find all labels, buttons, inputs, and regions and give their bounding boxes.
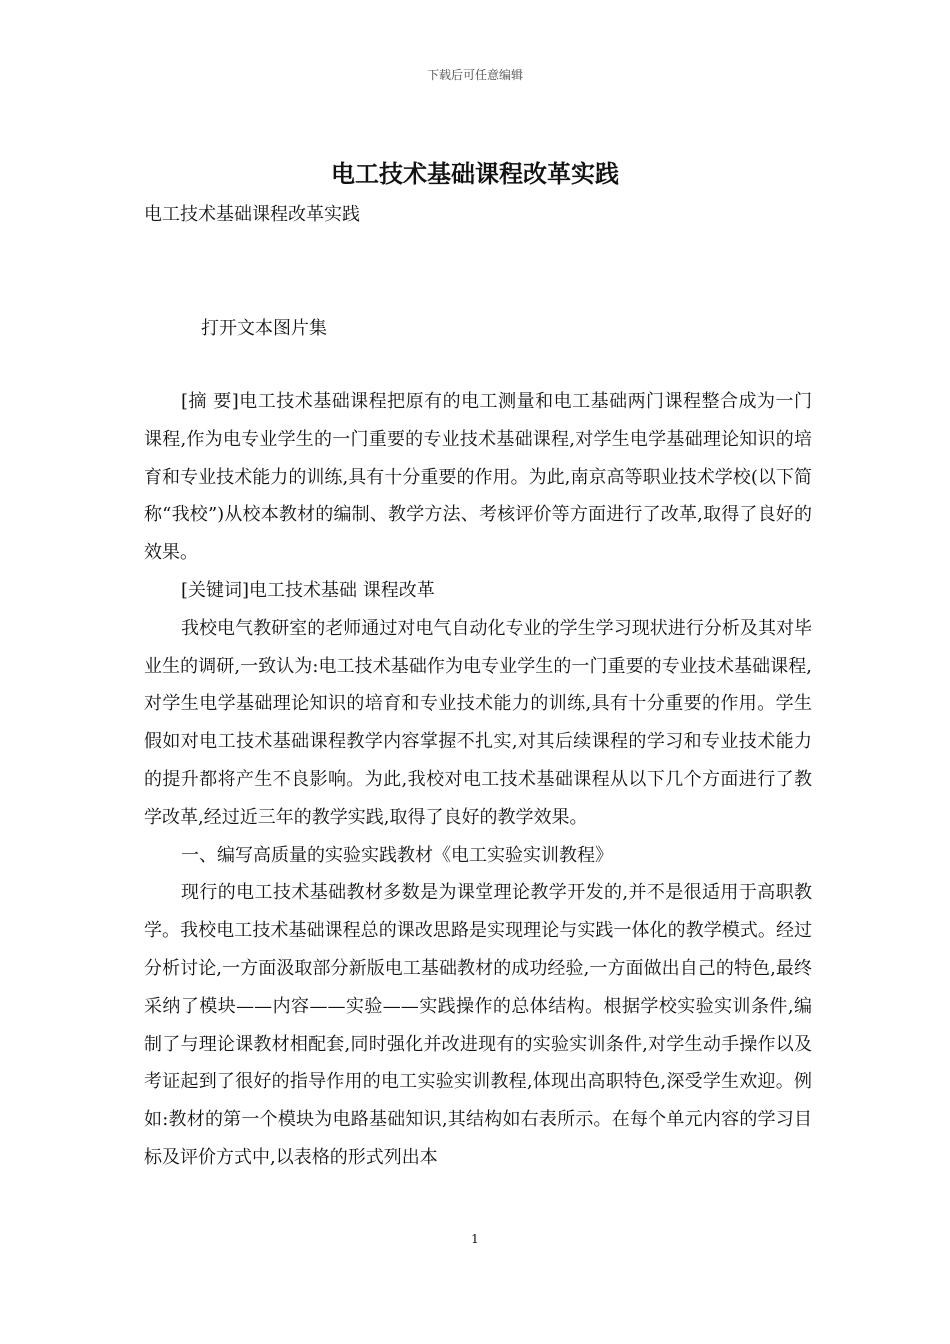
- intro-paragraph: 我校电气教研室的老师通过对电气自动化专业的学生学习现状进行分析及其对毕业生的调研,一致认为:电工技术基础作为电专业学生的一门重要的专业技术基础课程,对学生电学基础理论知识的培育和专业技术能力的训练,具有十分重要的作用。学生假如对电工技术基础课程教学内容掌握不扎实,对其后续课程的学习和专业技术能力的提升都将产生不良影响。为此,我校对电工技术基础课程从以下几个方面进行了教学改革,经过近三年的教学实践,取得了良好的教学效果。: [144, 617, 812, 828]
- document-title: 电工技术基础课程改革实践: [331, 159, 619, 188]
- page-header: 下载后可任意编辑: [426, 68, 523, 82]
- document-subtitle: 电工技术基础课程改革实践: [144, 204, 360, 225]
- section-paragraph: 现行的电工技术基础教材多数是为课堂理论教学开发的,并不是很适用于高职教学。我校电工技术基础课程总的课改思路是实现理论与实践一体化的教学模式。经过分析讨论,一方面汲取部分新版电工基础教材的成功经验,一方面做出自己的特色,最终采纳了模块——内容——实验——实践操作的总体结构。根据学校实验实训条件,编制了与理论课教材相配套,同时强化并改进现有的实验实训条件,对学生动手操作以及考证起到了很好的指导作用的电工实验实训教程,体现出高职特色,深受学生欢迎。例如:教材的第一个模块为电路基础知识,其结构如右表所示。在每个单元内容的学习目标及评价方式中,以表格的形式列出本: [144, 882, 812, 1168]
- keywords-paragraph: [关键词]电工技术基础 课程改革: [181, 579, 435, 601]
- page-number: 1: [471, 1232, 479, 1246]
- open-image-gallery-link[interactable]: 打开文本图片集: [201, 318, 327, 339]
- abstract-paragraph: [摘 要]电工技术基础课程把原有的电工测量和电工基础两门课程整合成为一门课程,作为电专业学生的一门重要的专业技术基础课程,对学生电学基础理论知识的培育和专业技术能力的训练,具有十分重要的作用。为此,南京高等职业技术学校(以下简称“我校”)从校本教材的编制、教学方法、考核评价等方面进行了改革,取得了良好的效果。: [144, 391, 812, 564]
- section-heading: 一、编写高质量的实验实践教材《电工实验实训教程》: [181, 844, 613, 866]
- article-body: [144, 383, 812, 1177]
